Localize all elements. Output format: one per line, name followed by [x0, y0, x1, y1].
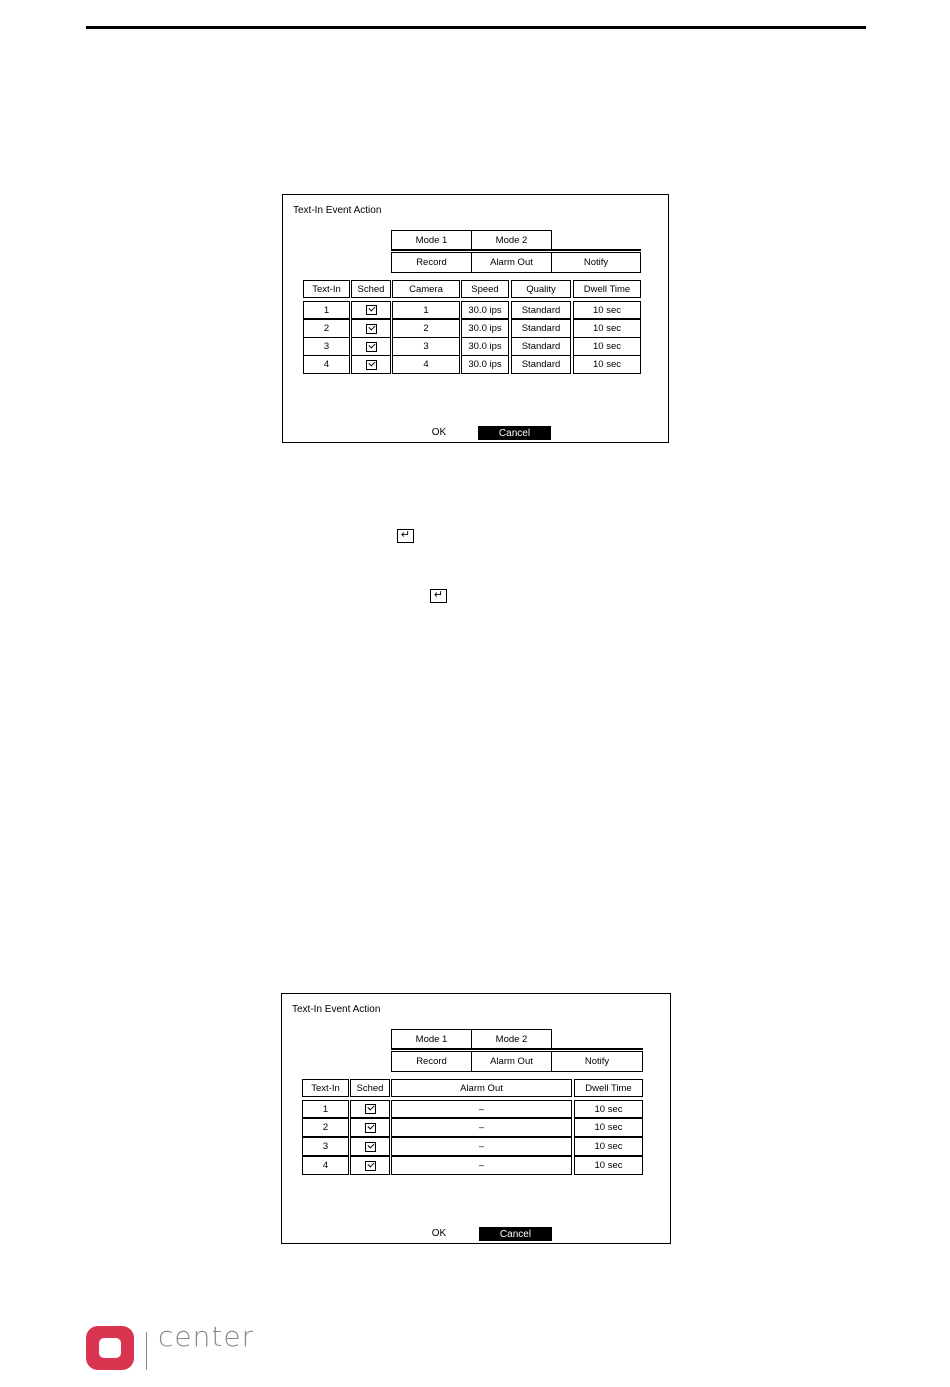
alarm-out-cell[interactable]: –	[391, 1118, 572, 1137]
dialog-title: Text-In Event Action	[292, 1004, 381, 1015]
header-quality: Quality	[511, 280, 571, 298]
checkbox-icon[interactable]	[366, 305, 377, 315]
logo-mark-icon	[86, 1326, 134, 1370]
sched-cell[interactable]	[350, 1118, 390, 1137]
text-in-cell: 1	[302, 1100, 349, 1118]
dwell-time-cell[interactable]: 10 sec	[573, 301, 641, 319]
text-in-event-action-dialog-alarm-out	[281, 993, 671, 1244]
camera-cell[interactable]: 4	[392, 355, 460, 374]
sched-cell[interactable]	[351, 319, 391, 338]
tab-divider	[391, 1048, 643, 1050]
subtab-record[interactable]: Record	[391, 1051, 472, 1072]
header-alarm-out: Alarm Out	[391, 1079, 572, 1097]
ok-button[interactable]: OK	[431, 1228, 447, 1239]
checkbox-icon[interactable]	[366, 324, 377, 334]
dwell-time-cell[interactable]: 10 sec	[574, 1118, 643, 1137]
quality-cell[interactable]: Standard	[511, 319, 571, 338]
alarm-out-cell[interactable]: –	[391, 1137, 572, 1156]
camera-cell[interactable]: 3	[392, 337, 460, 356]
sched-cell[interactable]	[350, 1156, 390, 1175]
header-text-in: Text-In	[303, 280, 350, 298]
checkbox-icon[interactable]	[365, 1142, 376, 1152]
sched-cell[interactable]	[350, 1137, 390, 1156]
cancel-button[interactable]: Cancel	[478, 426, 551, 440]
alarm-out-cell[interactable]: –	[391, 1100, 572, 1118]
camera-cell[interactable]: 2	[392, 319, 460, 338]
dwell-time-cell[interactable]: 10 sec	[573, 355, 641, 374]
subtab-alarm-out[interactable]: Alarm Out	[471, 1051, 552, 1072]
enter-key-icon: ↵	[430, 589, 447, 603]
subtab-notify[interactable]: Notify	[551, 1051, 643, 1072]
sched-cell[interactable]	[350, 1100, 390, 1118]
camera-cell[interactable]: 1	[392, 301, 460, 319]
checkbox-icon[interactable]	[365, 1104, 376, 1114]
subtab-alarm-out[interactable]: Alarm Out	[471, 252, 552, 273]
tab-mode-2[interactable]: Mode 2	[471, 1029, 552, 1049]
dwell-time-cell[interactable]: 10 sec	[574, 1137, 643, 1156]
tab-mode-1[interactable]: Mode 1	[391, 230, 472, 250]
checkbox-icon[interactable]	[366, 360, 377, 370]
speed-cell[interactable]: 30.0 ips	[461, 301, 509, 319]
speed-cell[interactable]: 30.0 ips	[461, 337, 509, 356]
speed-cell[interactable]: 30.0 ips	[461, 319, 509, 338]
cancel-button[interactable]: Cancel	[479, 1227, 552, 1241]
text-in-cell: 3	[302, 1137, 349, 1156]
dwell-time-cell[interactable]: 10 sec	[574, 1100, 643, 1118]
logo-divider	[146, 1332, 147, 1370]
dwell-time-cell[interactable]: 10 sec	[573, 337, 641, 356]
sched-cell[interactable]	[351, 355, 391, 374]
header-camera: Camera	[392, 280, 460, 298]
text-in-event-action-dialog-record	[282, 194, 669, 443]
dwell-time-cell[interactable]: 10 sec	[573, 319, 641, 338]
header-text-in: Text-In	[302, 1079, 349, 1097]
sched-cell[interactable]	[351, 301, 391, 319]
ok-button[interactable]: OK	[431, 427, 447, 438]
header-dwell-time: Dwell Time	[573, 280, 641, 298]
sched-cell[interactable]	[351, 337, 391, 356]
subtab-notify[interactable]: Notify	[551, 252, 641, 273]
text-in-cell: 3	[303, 337, 350, 356]
text-in-cell: 1	[303, 301, 350, 319]
quality-cell[interactable]: Standard	[511, 301, 571, 319]
dwell-time-cell[interactable]: 10 sec	[574, 1156, 643, 1175]
tab-divider	[391, 249, 641, 251]
checkbox-icon[interactable]	[365, 1123, 376, 1133]
quality-cell[interactable]: Standard	[511, 337, 571, 356]
header-sched: Sched	[350, 1079, 390, 1097]
quality-cell[interactable]: Standard	[511, 355, 571, 374]
speed-cell[interactable]: 30.0 ips	[461, 355, 509, 374]
dialog-title: Text-In Event Action	[293, 205, 382, 216]
text-in-cell: 2	[302, 1118, 349, 1137]
text-in-cell: 2	[303, 319, 350, 338]
checkbox-icon[interactable]	[365, 1161, 376, 1171]
alarm-out-cell[interactable]: –	[391, 1156, 572, 1175]
checkbox-icon[interactable]	[366, 342, 377, 352]
logo-text: center	[158, 1320, 255, 1353]
header-speed: Speed	[461, 280, 509, 298]
header-sched: Sched	[351, 280, 391, 298]
text-in-cell: 4	[303, 355, 350, 374]
text-in-cell: 4	[302, 1156, 349, 1175]
top-rule	[86, 26, 866, 29]
subtab-record[interactable]: Record	[391, 252, 472, 273]
header-dwell-time: Dwell Time	[574, 1079, 643, 1097]
tab-mode-2[interactable]: Mode 2	[471, 230, 552, 250]
enter-key-icon: ↵	[397, 529, 414, 543]
tab-mode-1[interactable]: Mode 1	[391, 1029, 472, 1049]
